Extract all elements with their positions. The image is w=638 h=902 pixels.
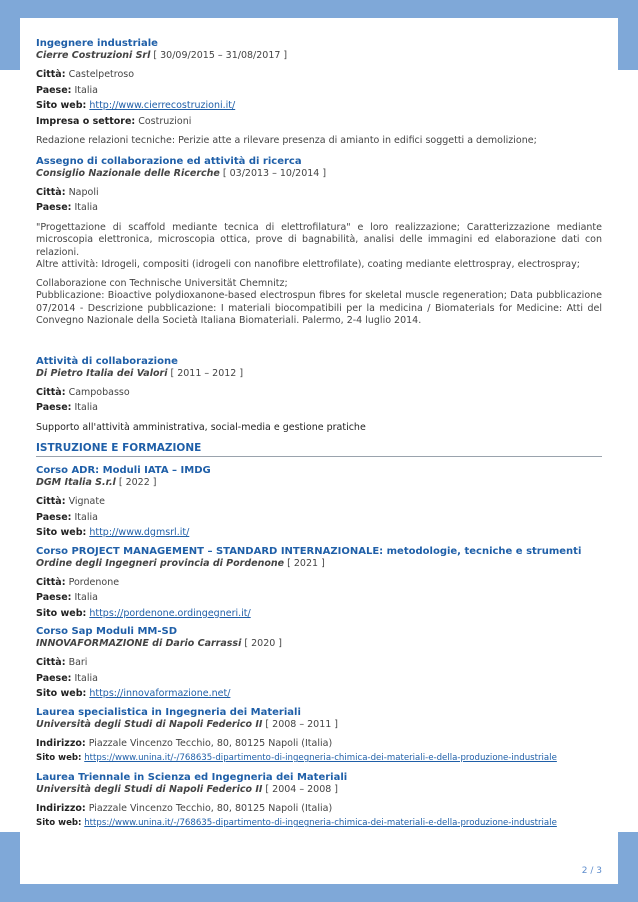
entry-dates: [ 03/2013 – 10/2014 ] — [222, 167, 327, 179]
field-paese: Paese: Italia — [36, 202, 98, 213]
entry-description: Supporto all'attività amministrativa, social-media e gestione pratiche — [36, 421, 366, 433]
entry-title: Laurea Triennale in Scienza ed Ingegneria dei Materiali — [36, 771, 348, 783]
experience-entry — [36, 38, 602, 148]
entry-title: Assegno di collaborazione ed attività di ricerca — [36, 155, 302, 167]
entry-subtitle — [36, 168, 602, 180]
entry-dates: [ 2004 – 2008 ] — [265, 783, 339, 795]
entry-title: Corso ADR: Moduli IATA – IMDG — [36, 465, 211, 476]
website-link[interactable]: https://www.unina.it/-/768635-dipartimento-di-ingegneria-chimica-dei-materiali-e-della-produzione-industriale — [84, 818, 557, 828]
website-link[interactable]: http://www.cierrecostruzioni.it/ — [89, 100, 236, 111]
field-sito: Sito web: http://www.dgmsrl.it/ — [36, 527, 190, 538]
field-citta: Città: Bari — [36, 657, 88, 668]
field-citta: Città: Vignate — [36, 496, 105, 507]
page-number: 2 / 3 — [581, 866, 602, 876]
entry-org: Cierre Costruzioni Srl — [36, 50, 151, 61]
entry-org: INNOVAFORMAZIONE di Dario Carrassi — [36, 638, 242, 649]
top-border — [20, 0, 618, 18]
section-header: ISTRUZIONE E FORMAZIONE — [36, 442, 602, 457]
entry-description: "Progettazione di scaffold mediante tecnica di elettrofilatura" e loro realizzazione; Caratterizzazione mediante microscopia elettronica, microscopia ottica, prove di bagnabilità, analisi delle immagini ed elaborazione dati con relazioni. — [36, 221, 602, 258]
field-sito: Sito web: https://www.unina.it/-/768635-dipartimento-di-ingegneria-chimica-dei-materiali-e-della-produzione-industriale — [36, 753, 557, 763]
entry-subtitle — [36, 558, 602, 570]
field-paese: Paese: Italia — [36, 672, 98, 684]
corner-decoration — [618, 0, 638, 70]
entry-org: Consiglio Nazionale delle Ricerche — [36, 167, 220, 179]
website-link[interactable]: https://www.unina.it/-/768635-dipartimento-di-ingegneria-chimica-dei-materiali-e-della-produzione-industriale — [84, 753, 557, 763]
entry-dates: [ 2020 ] — [244, 638, 283, 649]
website-link[interactable]: https://innovaformazione.net/ — [89, 688, 231, 699]
corner-decoration — [0, 832, 20, 902]
entry-subtitle — [36, 719, 602, 731]
field-indirizzo: Indirizzo: Piazzale Vincenzo Tecchio, 80, 80125 Napoli (Italia) — [36, 737, 333, 749]
entry-dates: [ 30/09/2015 – 31/08/2017 ] — [153, 50, 288, 61]
entry-subtitle — [36, 477, 602, 489]
entry-org: Università degli Studi di Napoli Federico II — [36, 718, 263, 730]
entry-description: Pubblicazione: Bioactive polydioxanone-based electrospun fibres for skeletal muscle regeneration; Data pubblicazione 07/2014 - Descrizione pubblicazione: I materiali biocompatibili per la medicina / Biomaterials for Medicine: Atti del Convegno Nazionale della Società Italiana Biomateriali. Palermo, 2-4 luglio 2014. — [36, 290, 602, 326]
entry-description: Redazione relazioni tecniche: Perizie atte a rilevare presenza di amianto in edifici soggetti a demolizione; — [36, 135, 537, 146]
entry-title: Attività di collaborazione — [36, 355, 178, 367]
education-entry — [36, 546, 602, 622]
entry-dates: [ 2021 ] — [287, 557, 325, 569]
entry-subtitle — [36, 368, 602, 380]
experience-entry — [36, 156, 602, 328]
entry-subtitle — [36, 638, 602, 650]
field-settore: Impresa o settore: Costruzioni — [36, 115, 192, 127]
entry-title: Ingegnere industriale — [36, 38, 158, 49]
entry-org: Ordine degli Ingegneri provincia di Pordenone — [36, 557, 285, 569]
corner-decoration — [0, 0, 20, 70]
field-paese: Paese: Italia — [36, 511, 98, 523]
bottom-border — [20, 884, 618, 902]
field-sito: Sito web: http://www.cierrecostruzioni.it/ — [36, 100, 236, 111]
cv-content — [36, 38, 602, 832]
field-citta: Città: Pordenone — [36, 576, 120, 588]
field-sito: Sito web: https://pordenone.ordingegneri.it/ — [36, 607, 251, 619]
entry-dates: [ 2011 – 2012 ] — [170, 367, 244, 379]
entry-dates: [ 2022 ] — [118, 477, 157, 488]
field-indirizzo: Indirizzo: Piazzale Vincenzo Tecchio, 80, 80125 Napoli (Italia) — [36, 802, 333, 814]
entry-title: Laurea specialistica in Ingegneria dei Materiali — [36, 706, 301, 718]
education-entry — [36, 626, 602, 702]
field-sito: Sito web: https://innovaformazione.net/ — [36, 688, 231, 699]
website-link[interactable]: http://www.dgmsrl.it/ — [89, 527, 190, 538]
field-paese: Paese: Italia — [36, 402, 98, 413]
field-paese: Paese: Italia — [36, 592, 98, 603]
field-citta: Città: Napoli — [36, 186, 99, 198]
experience-entry — [36, 356, 602, 435]
entry-subtitle — [36, 50, 602, 62]
entry-org: Di Pietro Italia dei Valori — [36, 367, 168, 379]
entry-title: Corso Sap Moduli MM-SD — [36, 626, 178, 637]
entry-subtitle — [36, 784, 602, 796]
website-link[interactable]: https://pordenone.ordingegneri.it/ — [89, 607, 251, 619]
entry-description: Altre attività: Idrogeli, compositi (idrogeli con nanofibre elettrofilate), coating mediante elettrospray, electrospray; — [36, 259, 580, 270]
education-entry — [36, 707, 602, 767]
education-entry — [36, 465, 602, 541]
entry-org: DGM Italia S.r.l — [36, 477, 116, 488]
entry-title: Corso PROJECT MANAGEMENT – STANDARD INTERNAZIONALE: metodologie, tecniche e strumenti — [36, 545, 582, 557]
field-paese: Paese: Italia — [36, 84, 98, 96]
field-citta: Città: Campobasso — [36, 386, 130, 398]
entry-org: Università degli Studi di Napoli Federico II — [36, 783, 263, 795]
education-entry — [36, 772, 602, 832]
field-citta: Città: Castelpetroso — [36, 69, 135, 80]
entry-dates: [ 2008 – 2011 ] — [265, 718, 339, 730]
field-sito: Sito web: https://www.unina.it/-/768635-dipartimento-di-ingegneria-chimica-dei-materiali-e-della-produzione-industriale — [36, 818, 557, 828]
entry-description: Collaborazione con Technische Universität Chemnitz; — [36, 277, 288, 289]
corner-decoration — [618, 832, 638, 902]
